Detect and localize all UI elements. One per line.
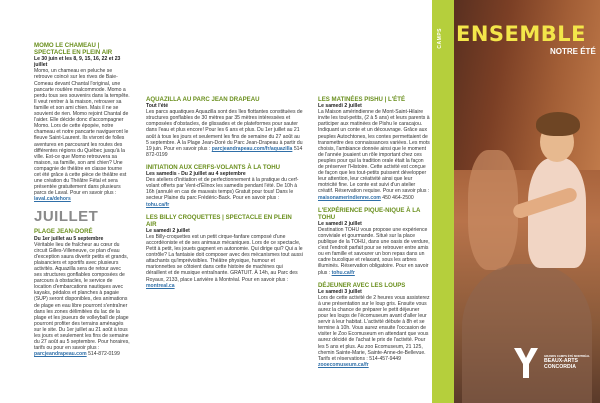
event-description (318, 295, 430, 368)
event-link[interactable]: laval.ca/dehors (34, 196, 71, 203)
blurred-child (468, 150, 518, 270)
event-link[interactable]: zooecomuseum.ca/fr (318, 361, 369, 368)
event-title: PLAGE JEAN-DORÉ (34, 228, 93, 236)
event-dates: Du 1er juillet au 5 septembre (34, 235, 104, 242)
event-description (34, 242, 130, 358)
column-3 (318, 96, 430, 374)
event-loups (318, 282, 430, 368)
partner-name-2: CONCORDIA (544, 364, 576, 371)
event-dates: Le samedi 2 juillet (146, 227, 190, 234)
column-1 (34, 42, 130, 363)
girl-hair (536, 112, 580, 136)
partner-logo (544, 355, 590, 370)
event-link[interactable]: montreal.ca (146, 282, 175, 289)
event-pishu (318, 96, 430, 201)
event-phone: 514-457-9449 (369, 355, 401, 362)
event-phone: 514 872-0199 (146, 145, 303, 158)
month-heading: JUILLET (34, 208, 99, 226)
event-title: L'EXPÉRIENCE PIQUE-NIQUE À LA TOHU (318, 206, 421, 221)
side-band (432, 0, 454, 403)
event-dates: Tout l'été (146, 103, 169, 110)
event-dates: Le samedi 3 juillet (318, 288, 362, 295)
event-title: INITIATION AUX CERFS-VOLANTS À LA TOHU (146, 163, 281, 171)
event-description (146, 109, 303, 158)
event-description (318, 109, 430, 200)
event-title: DÉJEUNER AVEC LES LOUPS (318, 281, 406, 289)
event-dates: Le 30 juin et les 8, 9, 15, 16, 22 et 23 juillet (34, 56, 121, 69)
camps-label: CAMPS (437, 28, 443, 49)
event-phone: 514-872-0199 (88, 351, 120, 358)
partner-small-text: GRANDS CAMPS ÉTÉ MONTRÉAL (544, 354, 590, 358)
event-dates: Les samedis - Du 2 juillet au 4 septembre (146, 171, 246, 178)
event-body: Véritable lieu de fraîcheur au cœur du circuit Gilles-Villeneuve, ce plan d'eau d'exception saura divertir petits et grands, plaisanciers et sportifs avec plusieurs activités. Aquazilla sera de retour avec ses structures gonflables composées de parcours à obstacles, le service de location d'embarcations nautiques avec kayaks, pédalos et planches à pagaie (SUP) seront disponibles, des animations de plage en eau libre pourront s'entraîner dans les zones délimitées du lac de la plage et les joueurs de volleyball de plage pourront profiter des terrains aménagés sur le site. Du 1er juillet au 21 août à tous les jours et seulement les fins de semaine du 27 août au 5 septembre. Pour horaires, tarifs ou pour en savoir plus : (34, 241, 130, 352)
event-billy-croquettes (146, 214, 303, 289)
partner-name-1: BEAUX-ARTS (544, 358, 579, 365)
event-cerfs-volants (146, 164, 303, 208)
event-dates: Le samedi 2 juillet (318, 103, 362, 110)
event-body: Les Billy-croquettes est un petit cirque-fanfare composé d'une accordéoniste et de ses animaux mécaniques. Lors de ce spectacle, Petit à petit, les jouets gagnent en autonomie. Qui dirige qui? Qui a le contrôle? La fantaisie doit composer avec des mécanismes tout aussi attachants qu'imprévisibles. Théâtre physique, humour et marionnettes se côtoient dans cette histoire de machines qui déraillent et de musique entraînante. GRATUIT. À 14h, au Parc des Royaux, 2133, place Larivière à Montréal. Pour en savoir plus : (146, 233, 303, 283)
event-plage (34, 228, 130, 357)
event-title: LES MATINÉES PISHU | L'ÉTÉ (318, 96, 406, 103)
event-momo (34, 42, 130, 202)
event-phone: 450 464-2500 (382, 194, 414, 201)
event-aquazilla (146, 96, 303, 158)
blurred-foreground (462, 264, 592, 403)
event-body: Des ateliers d'initiation et de perfectionnement à la pratique du cerf-volant offerts par Vent-d'Élinox les samedis pendant l'été. De 10h à 16h (annulé en cas de mauvais temps) Gratuit pour tous! Dans le secteur Plaine du parc Frédéric-Back. Pour en savoir plus : (146, 177, 299, 202)
event-link[interactable]: parcjeandrapeau.com/fr/aquazilla (211, 145, 293, 152)
event-link[interactable]: parcjeandrapeau.com (34, 351, 87, 358)
event-title: AQUAZILLA AU PARC JEAN DRAPEAU (146, 96, 260, 103)
event-pique-nique (318, 207, 430, 276)
event-link[interactable]: tohu.ca/fr (331, 269, 355, 276)
event-body: La Maison amérindienne de Mont-Saint-Hilaire invite les tout-petits, (2 à 5 ans) et leurs parents à participer aux matinées de Pishu le caracajou. Indiquant un conte et un découvrage. Grâce aux peuples Autochtones, les contes permettaient de transmettre des connaissances variées. Les mots choisis, l'ambiance donnée ainsi que le moment de l'année jouaient un rôle important chez ces peuples pour qui la tradition orale était la façon de préserver l'Histoire. Cette activité est conçue de façon que les tout-petits puissent développer leur attention, leur créativité ainsi que leur motricité fine. Le conte est suivi d'un atelier créatif. Réservation requise. Pour en savoir plus : (318, 109, 430, 195)
event-link[interactable]: maisonamerindienne.com (318, 194, 381, 201)
cover-photo (432, 0, 600, 403)
event-description (318, 227, 430, 276)
event-body: Momo, un chameau en peluche se retrouve coincé sur les rives de Baie-Comeau devant Chantal l'original, une pancarte routière malcommode. Momo a perdu tous ses souvenirs dans la tempête. Il veut rentrer à la maison, retrouver sa famille et son ami chien. Mais il ne se souvient de rien. Momo rejoint Chantal de l'aider. Elle décide donc d'accompagner Momo. Lors de cette épopée, notre chameau et notre pancarte navigueront le fleuve Saint-Laurent. Ils vivront de folles aventures en parcourant les routes des différentes régions du Québec jusqu'à la ville. Est-ce que Momo retrouvera sa maison, sa famille, son ami chien? Une compagnie de théâtre en classe tourne cet été grâce à cette pièce de théâtre est une création du Théâtre Fétal et sera présentée gratuitement dans plusieurs parcs de Laval. Pour en savoir plus : (34, 68, 130, 197)
event-link[interactable]: tohu.ca/fr (146, 201, 170, 208)
event-body: Lors de cette activité de 2 heures vous assisterez à une présentation sur le loup gris. Ensuite vous aurez la chance de préparer le petit déjeuner pour les loups de l'écomuseum avant d'aller leur servir à leur habitat. L'activité débute à 8h et se termine à 10h. Vous aurez ensuite l'occasion de visiter le Zoo Ecomuseum en attendant que vous aurez décidé de l'achat le prix de l'activité. Pour les 5 ans et plus. Au zoo Ecomuseum, 21 125, chemin Sainte-Marie, Sainte-Anne-de-Bellevue. Tarifs et réservations : (318, 294, 430, 362)
cover-subtitle: NOTRE ÉTÉ (550, 47, 596, 56)
event-description (146, 177, 303, 207)
event-dates: Le samedi 2 juillet (318, 220, 362, 227)
column-2 (146, 96, 303, 295)
event-title: LES BILLY CROQUETTES | SPECTACLE EN PLEIN AIR (146, 213, 292, 228)
event-description (34, 68, 130, 202)
event-description (146, 234, 303, 289)
event-title: MOMO LE CHAMEAU | SPECTACLE EN PLEIN AIR (34, 42, 113, 57)
ymca-logo-icon (514, 348, 538, 378)
event-body: Les parcs aquatiques Aquazilla sont des îles flottantes constituées de structures gonflables de 30 mètres par 35 mètres intéressées et composées d'obstacles, de glissades et de plateformes pour sauter dans l'eau et plus encore! Pour les 6 ans et plus. Du 1er juillet au 21 août à tous les jours et seulement les fins de semaine du 27 août au 5 septembre. À la Plage Jean-Doré du Parc Jean-Drapeau à partir du 19 juin. Pour en savoir plus : (146, 109, 303, 152)
event-body: Destination TOHU vous propose une expérience conviviale et gourmande. Situé sur la place publique de la TOHU, dans une oasis de verdure, c'est l'endroit parfait pour se retrouver entre amis ou en famille et savourer un bon repas dans un cadre bucolique et relaxant, sous les arbres illuminés. Réservation obligatoire. Pour en savoir plus : (318, 226, 430, 276)
cover-title: ENSEMBLE (456, 22, 587, 46)
